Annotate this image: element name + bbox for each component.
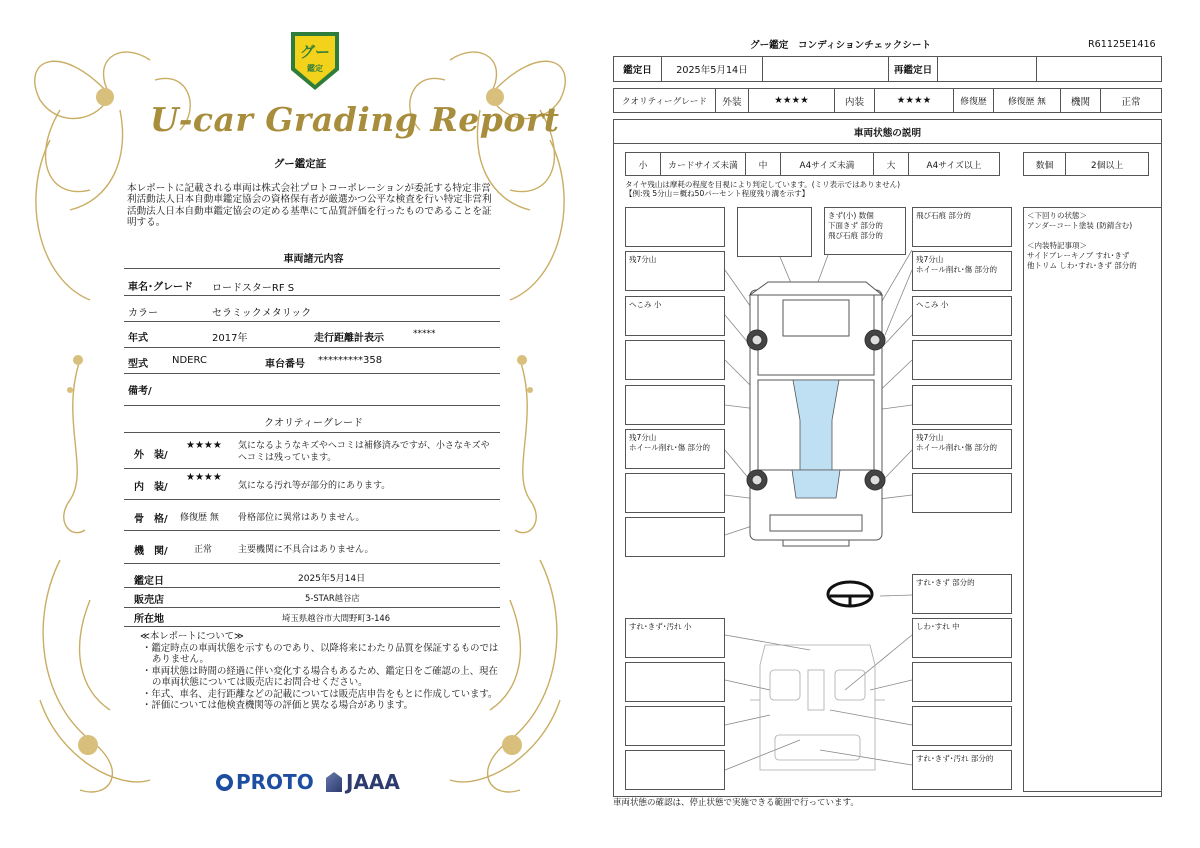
model-value: NDERC [172, 355, 207, 366]
comment-tire-fr: 残7分山 ホイール削れ･傷 部分的 [912, 251, 1012, 291]
exterior-comment: 気になるようなキズやヘコミは補修済みですが、小さなキズやヘコミは残っています。 [238, 441, 490, 463]
date-label: 鑑定日 [614, 57, 662, 81]
dealer-value: 5-STAR越谷店 [305, 593, 360, 603]
certificate-title: グー鑑定証 [273, 158, 327, 170]
note-item: ・車両状態は時間の経過に伴い変化する場合もあるため、鑑定日をご確認の上、現在の車両状態については販売店にお問合せください。 [142, 665, 498, 688]
comment-box [625, 207, 725, 247]
comment-interior-left: すれ･きず･汚れ 小 [625, 618, 725, 658]
note-item: ・鑑定時点の車両状態を示すものであり、以降将来にわたり品質を保証するものではありません。 [142, 642, 499, 665]
certificate-intro: 本レポートに記載される車両は株式会社プロトコーポレーションが委託する特定非営利活動法人日本自動車鑑定協会の資格保有者が厳選かつ公平な検査を行い特定非営利活動法人日本自動車鑑定協会の定める基準にて品質評価を行ったものであることを証明する。 [127, 183, 492, 229]
size-large-desc: A4サイズ以上 [926, 160, 982, 171]
model-label: 型式 [128, 359, 148, 370]
chassis-label: 車台番号 [265, 359, 305, 370]
comment-tire-rl: 残7分山 ホイール削れ･傷 部分的 [625, 429, 725, 469]
reinspection-label: 再鑑定日 [889, 57, 938, 81]
comment-box [625, 340, 725, 380]
inspection-date-label: 鑑定日 [134, 576, 164, 587]
comment-interior-rear: すれ･きず･汚れ 部分的 [912, 750, 1012, 790]
comment-box [737, 207, 812, 257]
interior-grade: ★★★★ [875, 89, 954, 112]
mileage-label: 走行距離計表示 [314, 333, 384, 344]
comment-dent-right: へこみ 小 [912, 296, 1012, 336]
tire-note-example: 【例:残 5分山＝概ね50パーセント程度残り溝を示す】 [625, 189, 810, 198]
color-value: セラミックメタリック [212, 308, 312, 319]
report-script-title: U-car Grading Report [150, 100, 560, 139]
condition-section-title: 車両状態の説明 [614, 120, 1161, 144]
comment-box [912, 706, 1012, 746]
underbody-interior-remarks: ＜下回りの状態＞ アンダーコート塗装 (防錆含む) ＜内装特記事項＞ サイドブレーキノブ すれ･きず 他トリム しわ･すれ･きず 部分的 [1023, 207, 1162, 792]
svg-text:鑑定: 鑑定 [307, 64, 323, 73]
exterior-label: 外 装/ [134, 450, 168, 461]
jaaa-mark-icon [326, 772, 342, 792]
divider [124, 432, 500, 433]
frame-grade: 修復歴 無 [180, 513, 219, 523]
year-value: 2017年 [212, 333, 248, 344]
goo-kantei-emblem [287, 30, 343, 92]
comment-interior-right: しわ･すれ 中 [912, 618, 1012, 658]
quality-grade-label: クオリティーグレード [614, 89, 716, 112]
notes-title: ≪本レポートについて≫ [140, 631, 244, 642]
chassis-value: *********358 [318, 355, 383, 366]
mileage-value: ***** [413, 329, 436, 339]
comment-front-right: 飛び石痕 部分的 [912, 207, 1012, 247]
interior-diagram [750, 645, 885, 770]
engine-grade: 正常 [194, 545, 213, 555]
inspection-date-value: 2025年5月14日 [298, 574, 366, 584]
report-notes [140, 631, 500, 712]
divider [124, 347, 500, 348]
divider [124, 321, 500, 322]
sheet-footer-note: 車両状態の確認は、停止状態で実施できる範囲で行っています。 [613, 798, 859, 808]
size-small: 小 [626, 153, 661, 175]
size-medium-desc: A4サイズ未満 [781, 153, 874, 175]
comment-box [625, 473, 725, 513]
tire-note: タイヤ残山は摩耗の程度を目視により判定しています。(ミリ表示ではありません) [625, 180, 901, 189]
color-label: カラー [128, 308, 158, 319]
engine-label: 機関 [1061, 89, 1101, 112]
divider [124, 373, 500, 374]
condition-check-sheet [600, 0, 1200, 848]
comment-dent-left: へこみ 小 [625, 296, 725, 336]
engine-comment: 主要機関に不具合はありません。 [238, 545, 374, 555]
divider [124, 626, 500, 627]
divider [124, 499, 500, 500]
svg-text:グー: グー [299, 43, 331, 61]
remarks-label: 備考/ [128, 386, 152, 397]
divider [124, 295, 500, 296]
count-label: 数個 [1024, 153, 1066, 175]
address-label: 所在地 [134, 614, 164, 625]
divider [124, 587, 500, 588]
divider [124, 405, 500, 406]
comment-box [912, 340, 1012, 380]
divider [124, 468, 500, 469]
comment-box [912, 385, 1012, 425]
frame-label: 骨 格/ [134, 514, 168, 525]
engine-value: 正常 [1121, 96, 1141, 108]
comment-box [625, 750, 725, 790]
note-item: ・評価については他検査機関等の評価と異なる場合があります。 [142, 700, 413, 711]
divider [124, 530, 500, 531]
comment-box [625, 706, 725, 746]
year-label: 年式 [128, 333, 148, 344]
size-medium: 中 [746, 153, 781, 175]
spec-section-title: 車両諸元内容 [283, 254, 344, 265]
sheet-title: グー鑑定 コンディションチェックシート [750, 40, 932, 51]
comment-tire-fl: 残7分山 [625, 251, 725, 291]
sheet-id: R61125E1416 [1088, 39, 1156, 50]
comment-roof: きず(小) 数個 下面きず 部分的 飛び石痕 部分的 [824, 207, 906, 255]
steering-wheel-icon [828, 582, 872, 606]
comment-box [625, 517, 725, 557]
address-value: 埼玉県越谷市大間野町3-146 [282, 613, 391, 623]
frame-comment: 骨格部位に異常はありません。 [238, 513, 365, 523]
comment-tire-rr: 残7分山 ホイール削れ･傷 部分的 [912, 429, 1012, 469]
interior-comment: 気になる汚れ等が部分的にあります。 [238, 481, 391, 491]
divider [124, 563, 500, 564]
exterior-grade: ★★★★ [749, 89, 835, 112]
interior-label: 内装 [835, 89, 875, 112]
repair-history-label: 修復歴 [954, 89, 994, 112]
comment-box [625, 662, 725, 702]
exterior-label: 外装 [716, 89, 749, 112]
engine-label: 機 関/ [134, 546, 168, 557]
note-item: ・年式、車名、走行距離などの記載については販売店申告をもとに作成しています。 [142, 688, 498, 700]
comment-box [912, 473, 1012, 513]
car-name-label: 車名･グレード [128, 282, 193, 293]
exterior-grade: ★★★★ [186, 440, 222, 451]
comment-box [912, 662, 1012, 702]
proto-logo: PROTO [216, 770, 314, 794]
car-name-value: ロードスターRF S [212, 283, 295, 294]
interior-grade: ★★★★ [186, 472, 222, 483]
date-value: 2025年5月14日 [662, 57, 763, 81]
dealer-label: 販売店 [134, 595, 164, 606]
count-desc: 2個以上 [1091, 160, 1123, 171]
comment-box [625, 385, 725, 425]
quality-section-title: クオリティーグレード [264, 418, 363, 429]
divider [124, 268, 500, 269]
jaaa-logo: JAAA [326, 770, 400, 794]
comment-steering: すれ･きず 部分的 [912, 574, 1012, 614]
size-large: 大 [874, 153, 909, 175]
interior-label: 内 装/ [134, 482, 168, 493]
divider [124, 607, 500, 608]
repair-history-value: 修復歴 無 [994, 89, 1061, 112]
proto-mark-icon [216, 774, 233, 791]
size-small-desc: カードサイズ未満 [661, 153, 746, 175]
